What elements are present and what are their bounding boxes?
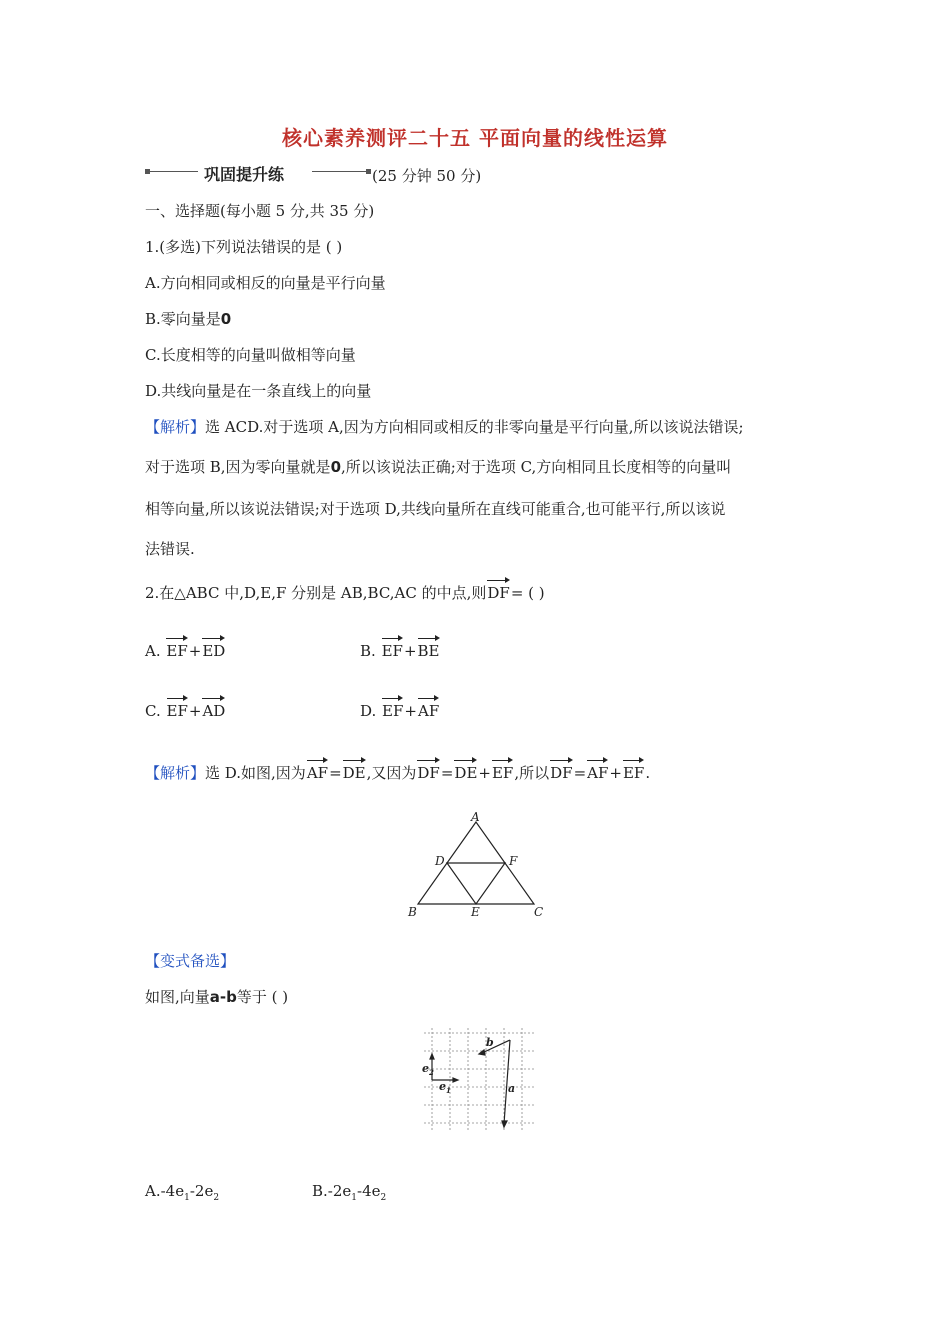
label-a: A: [471, 810, 480, 824]
solution-tag: 【解析】: [145, 764, 206, 782]
label-e: E: [471, 905, 480, 919]
plus-sign: +: [609, 764, 622, 782]
q1-option-d: D.共线向量是在一条直线上的向量: [145, 382, 372, 400]
plus-sign: +: [403, 642, 417, 660]
variant-stem-text: 如图,向量: [145, 988, 210, 1006]
q2-stem: [145, 578, 545, 603]
q1-solution-text2a: 对于选项 B,因为零向量就是: [145, 458, 331, 476]
banner-label: 巩固提升练: [204, 165, 285, 184]
q2-option-b: [360, 636, 441, 660]
option-label: D.: [360, 702, 377, 720]
variant-option-a: [145, 1182, 219, 1203]
q1-solution-text1: 选 ACD.对于选项 A,因为方向相同或相反的非零向量是平行向量,所以该说法错误;: [205, 418, 744, 436]
vector-ef: EF: [167, 696, 188, 720]
label-e1: $e_1$: [439, 1080, 451, 1095]
banner-time: (25 分钟 50 分): [372, 167, 482, 185]
triangle-figure: [400, 810, 560, 920]
variant-stem: [145, 986, 288, 1007]
q1-solution-line3: 相等向量,所以该说法错误;对于选项 D,共线向量所在直线可能重合,也可能平行,所以该说: [145, 500, 726, 518]
vector-de: DE: [343, 758, 366, 782]
label-f: F: [509, 854, 518, 868]
vector-ad: AD: [202, 696, 225, 720]
subscript: 1: [184, 1193, 190, 1203]
label-b: b: [486, 1036, 494, 1049]
subscript: 1: [351, 1193, 358, 1203]
vector-df: DF: [550, 758, 572, 782]
subscript: 2: [380, 1193, 387, 1203]
q1-stem: 1.(多选)下列说法错误的是 ( ): [145, 238, 343, 256]
vector-ed: ED: [202, 636, 225, 660]
option-label: C.: [145, 702, 161, 720]
label-e2: $e_2$: [422, 1062, 434, 1077]
variant-tag: 【变式备选】: [145, 952, 236, 970]
q1-solution-line1: [145, 416, 744, 437]
plus-sign: +: [478, 764, 491, 782]
vector-ef: EF: [492, 758, 513, 782]
label-c: C: [534, 905, 544, 919]
vector-af: AF: [307, 758, 328, 782]
banner-right-line: [312, 171, 368, 172]
banner-right-dot: [366, 169, 371, 174]
vector-ef: EF: [382, 696, 403, 720]
label-b: B: [408, 905, 417, 919]
q1-option-b-text: B.零向量是: [145, 310, 221, 328]
period: .: [645, 764, 651, 782]
solution-tag: 【解析】: [145, 418, 206, 436]
equals-sign: =: [329, 764, 342, 782]
q1-solution-text2b: ,所以该说法正确;对于选项 C,方向相同且长度相等的向量叫: [341, 458, 732, 476]
q1-option-c: C.长度相等的向量叫做相等向量: [145, 346, 356, 364]
vector-af: AF: [587, 758, 608, 782]
q1-solution-line4: 法错误.: [145, 540, 195, 558]
q1-option-a: A.方向相同或相反的向量是平行向量: [145, 274, 386, 292]
vector-grid-figure: [420, 1028, 540, 1138]
vector-af: AF: [418, 696, 439, 720]
option-text: -2e: [189, 1182, 214, 1200]
option-label: B.: [360, 642, 376, 660]
option-text: B.-2e: [312, 1182, 352, 1200]
equals-sign: =: [573, 764, 587, 782]
vector-df: DF: [487, 578, 509, 602]
q2-solution: [145, 758, 650, 783]
banner-left-line: [150, 171, 198, 172]
section-heading: 一、选择题(每小题 5 分,共 35 分): [145, 202, 375, 220]
q2-stem-text: 2.在△ABC 中,D,E,F 分别是 AB,BC,AC 的中点,则: [145, 584, 487, 602]
q2-option-d: [360, 696, 440, 720]
vector-expression: a-b: [209, 988, 237, 1006]
q1-solution-line2: [145, 456, 731, 477]
zero-vector-symbol: 0: [220, 310, 232, 328]
q2-option-a: [145, 636, 226, 660]
option-text: -4e: [357, 1182, 381, 1200]
q2-solution-text-c: ,所以: [514, 764, 550, 782]
equals-sign: =: [440, 764, 454, 782]
page-title: 核心素养测评二十五 平面向量的线性运算: [282, 126, 668, 150]
zero-vector-symbol: 0: [330, 458, 341, 476]
vector-be: BE: [418, 636, 440, 660]
plus-sign: +: [188, 642, 202, 660]
variant-option-b: [312, 1182, 386, 1203]
q2-option-c: [145, 696, 226, 720]
q2-solution-text-b: ,又因为: [366, 764, 417, 782]
vector-ef: EF: [166, 636, 187, 660]
vector-ef: EF: [623, 758, 644, 782]
option-text: A.-4e: [145, 1182, 185, 1200]
option-label: A.: [145, 642, 161, 660]
vector-df: DF: [417, 758, 439, 782]
label-d: D: [435, 854, 445, 868]
q2-stem-end: = ( ): [510, 584, 545, 602]
subscript: 2: [213, 1193, 220, 1203]
label-a: a: [508, 1082, 516, 1095]
midpoint-triangle-def: [447, 863, 505, 904]
plus-sign: +: [188, 702, 202, 720]
vector-de: DE: [454, 758, 477, 782]
vector-ef: EF: [382, 636, 403, 660]
plus-sign: +: [404, 702, 417, 720]
q2-solution-text-a: 选 D.如图,因为: [205, 764, 306, 782]
q1-option-b: [145, 308, 231, 329]
variant-stem-end: 等于 ( ): [236, 988, 289, 1006]
